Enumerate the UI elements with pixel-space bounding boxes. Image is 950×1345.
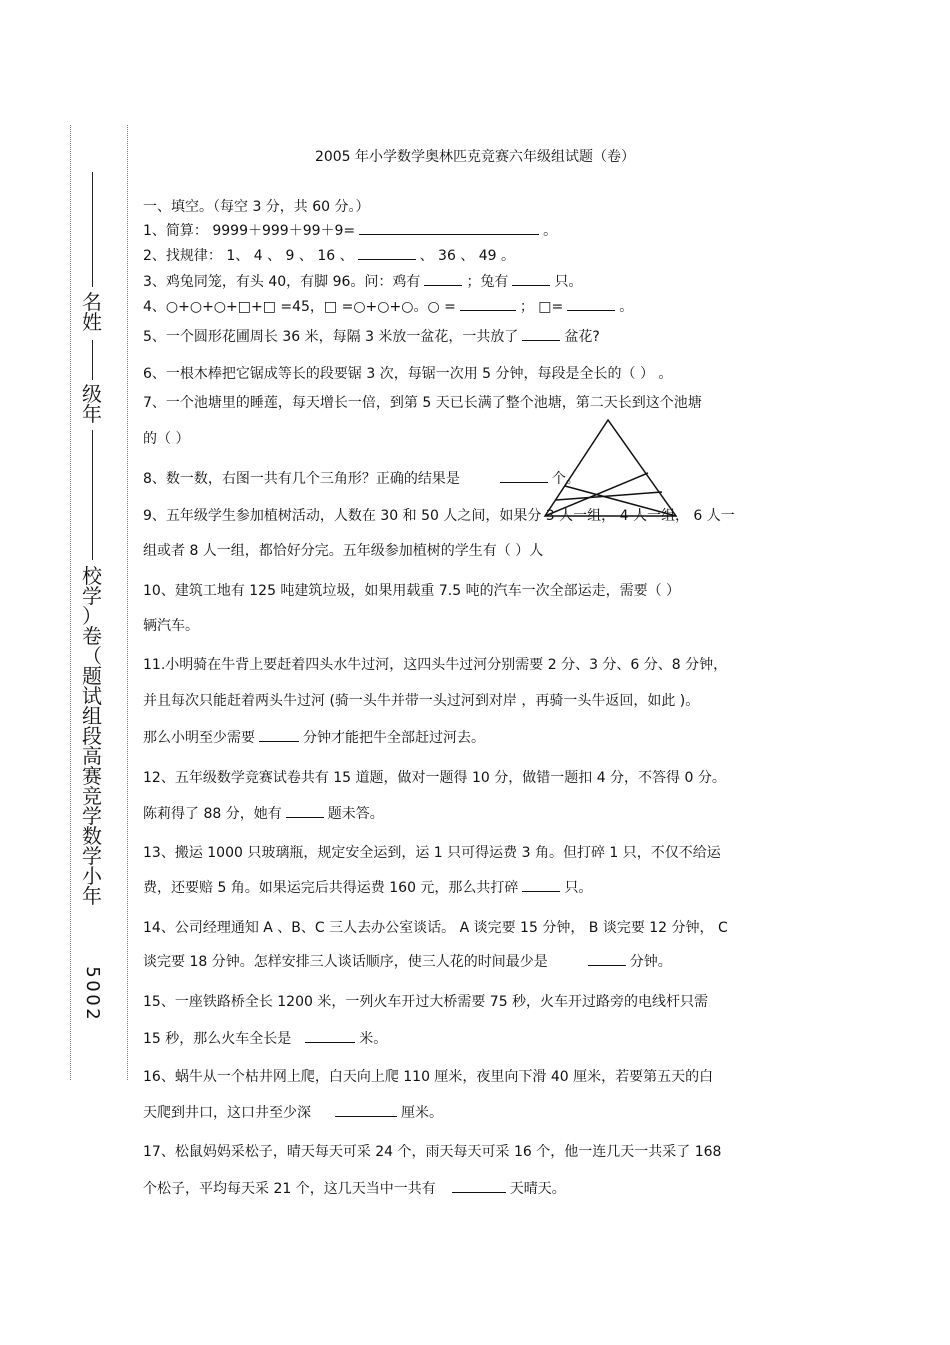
binding-char: 高 <box>82 744 102 768</box>
binding-char: 姓 <box>82 310 102 334</box>
binding-char: 级 <box>82 382 102 406</box>
question-16: 16、蜗牛从一个枯井网上爬，白天向上爬 110 厘米，夜里向下滑 40 厘米，若要第五天的白 <box>143 1069 714 1085</box>
answer-blank[interactable] <box>259 727 299 742</box>
question-4: 4、○+○+○+□+□ =45，□ =○+○+○。○ = ； □= 。 <box>143 296 633 316</box>
binding-char: 竞 <box>82 784 102 808</box>
binding-char: 0 <box>82 980 103 992</box>
binding-char: 试 <box>82 684 102 708</box>
binding-char: 校 <box>82 564 102 588</box>
question-9: 9、五年级学生参加植树活动，人数在 30 和 50 人之间，如果分 3 人一组， 4 人一组， 6 人一 <box>143 508 735 524</box>
question-8: 8、数一数，右图一共有几个三角形？正确的结果是 个。 <box>143 468 580 488</box>
answer-blank[interactable] <box>424 271 462 286</box>
binding-char: （ <box>82 644 102 668</box>
grade-label <box>78 384 106 424</box>
answer-blank[interactable] <box>335 1102 397 1117</box>
question-7: 7、一个池塘里的睡莲，每天增长一倍，到第 5 天已长满了整个池塘，第二天长到这个池塘 <box>143 395 702 411</box>
question-10-cont: 辆汽车。 <box>143 618 199 634</box>
question-17: 17、松鼠妈妈采松子，晴天每天可采 24 个，雨天每天可采 16 个，他一连几天一共采了 168 <box>143 1144 722 1160</box>
triangle-figure <box>540 418 680 520</box>
binding-rule <box>92 172 93 287</box>
binding-char: 赛 <box>82 764 102 788</box>
binding-char: 学 <box>82 844 102 868</box>
question-7-cont: 的（ ） <box>143 431 190 447</box>
question-13-cont: 费，还要赔 5 角。如果运完后共得运费 160 元，那么共打碎 只。 <box>143 877 592 897</box>
answer-blank[interactable] <box>512 271 550 286</box>
answer-blank[interactable] <box>305 1028 355 1043</box>
answer-blank[interactable] <box>522 877 560 892</box>
binding-char: 名 <box>82 290 102 314</box>
question-17-cont: 个松子，平均每天采 21 个，这几天当中一共有 天晴天。 <box>143 1178 566 1198</box>
section-header: 一、填空。（每空 3 分，共 60 分。） <box>143 199 370 215</box>
binding-char: 学 <box>82 584 102 608</box>
binding-char: 年 <box>82 884 102 908</box>
binding-char: 卷 <box>82 624 102 648</box>
name-label <box>78 292 106 332</box>
answer-blank[interactable] <box>567 296 615 311</box>
question-10: 10、建筑工地有 125 吨建筑垃圾，如果用载重 7.5 吨的汽车一次全部运走，需要（ ） <box>143 583 681 599</box>
binding-dotted-line-right <box>127 125 128 1080</box>
question-5: 5、一个圆形花圃周长 36 米，每隔 3 米放一盆花，一共放了 盆花? <box>143 326 600 346</box>
question-15-cont: 15 秒，那么火车全长是 米。 <box>143 1028 387 1048</box>
binding-char: 小 <box>82 864 102 888</box>
answer-blank[interactable] <box>522 326 560 341</box>
binding-char: 题 <box>82 664 102 688</box>
page-title: 2005 年小学数学奥林匹克竞赛六年级组试题（卷） <box>314 149 636 165</box>
binding-char: 0 <box>82 994 103 1006</box>
question-11-cont: 并且每次只能赶着两头牛过河 (骑一头牛并带一头过河到对岸 ，再骑一头牛返回，如此 )。 <box>143 693 700 709</box>
question-11-cont2: 那么小明至少需要 分钟才能把牛全部赶过河去。 <box>143 727 485 747</box>
cevian-line <box>556 492 662 500</box>
school-label <box>78 566 106 906</box>
question-3: 3、鸡兔同笼，有头 40，有脚 96。问：鸡有 ；兔有 只。 <box>143 271 582 291</box>
question-1: 1、简算： 9999＋999＋99＋9= 。 <box>143 220 557 240</box>
question-12: 12、五年级数学竞赛试卷共有 15 道题，做对一题得 10 分，做错一题扣 4 分，不答得 0 分。 <box>143 770 726 786</box>
question-12-cont: 陈莉得了 88 分，她有 题未答。 <box>143 803 384 823</box>
binding-char: 5 <box>82 966 103 978</box>
binding-rule <box>92 340 93 380</box>
answer-blank[interactable] <box>359 220 539 235</box>
question-14-cont: 谈完要 18 分钟。怎样安排三人谈话顺序，使三人花的时间最少是 分钟。 <box>143 951 672 971</box>
binding-char: 数 <box>82 824 102 848</box>
answer-blank[interactable] <box>286 803 324 818</box>
answer-blank[interactable] <box>452 1178 506 1193</box>
binding-char: 年 <box>82 402 102 426</box>
question-11: 11.小明骑在牛背上要赶着四头水牛过河，这四头牛过河分别需要 2 分、3 分、6 分、8 分钟， <box>143 657 728 673</box>
year-label <box>78 965 106 1021</box>
outer-triangle <box>545 420 676 516</box>
binding-char: 2 <box>82 1008 103 1020</box>
binding-char: 段 <box>82 724 102 748</box>
binding-char: 学 <box>82 804 102 828</box>
question-2: 2、找规律： 1、 4 、 9 、 16 、 、 36 、 49 。 <box>143 245 515 265</box>
answer-blank[interactable] <box>460 296 516 311</box>
binding-char: 组 <box>82 704 102 728</box>
binding-dotted-line-left <box>70 125 71 1080</box>
question-15: 15、一座铁路桥全长 1200 米，一列火车开过大桥需要 75 秒，火车开过路旁的电线杆只需 <box>143 994 709 1010</box>
answer-blank[interactable] <box>358 245 416 260</box>
answer-blank[interactable] <box>588 951 626 966</box>
binding-char: ） <box>82 604 102 628</box>
question-14: 14、公司经理通知 A 、B、C 三人去办公室谈话。 A 谈完要 15 分钟， B 谈完要 12 分钟， C <box>143 920 728 936</box>
question-6: 6、一根木棒把它锯成等长的段要锯 3 次，每锯一次用 5 分钟，每段是全长的（ ） 。 <box>143 366 673 382</box>
question-16-cont: 天爬到井口，这口井至少深 厘米。 <box>143 1102 443 1122</box>
question-9-cont: 组或者 8 人一组，都恰好分完。五年级参加植树的学生有（ ）人 <box>143 543 544 559</box>
binding-rule <box>92 430 93 560</box>
question-13: 13、搬运 1000 只玻璃瓶，规定安全运到，运 1 只可得运费 3 角。但打碎 1 只，不仅不给运 <box>143 845 721 861</box>
